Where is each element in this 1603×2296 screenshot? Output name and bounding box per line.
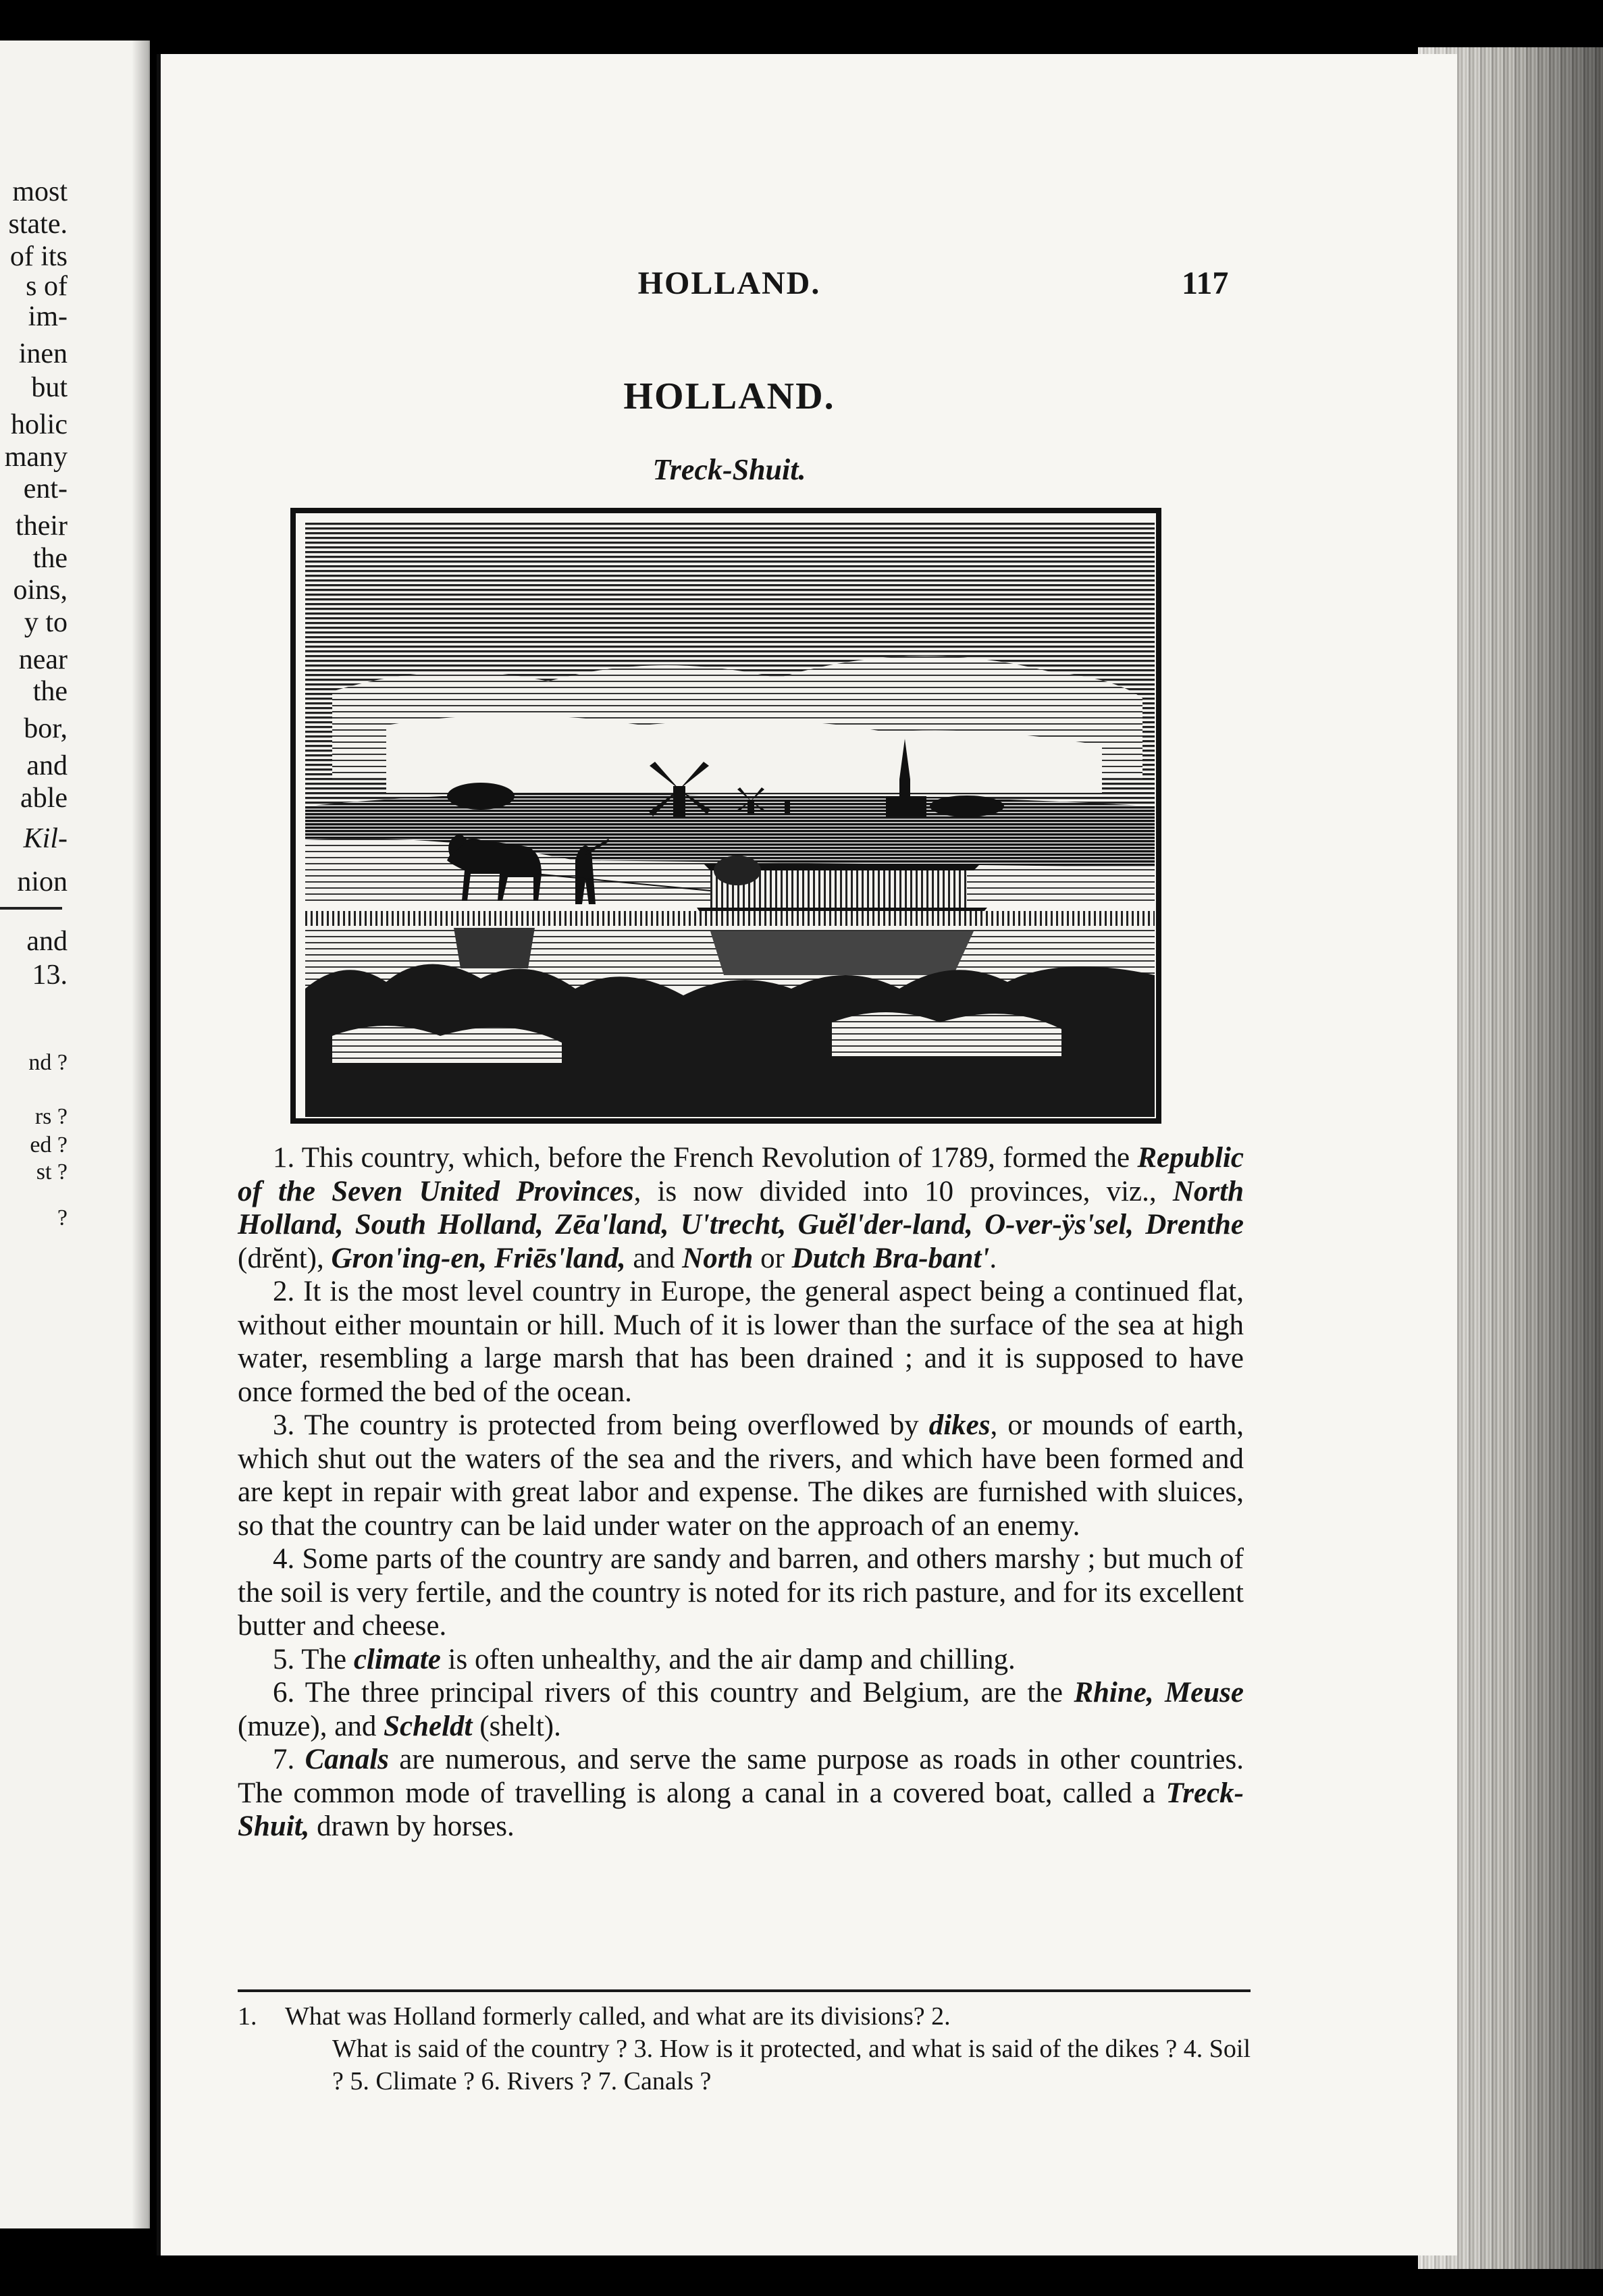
left-page-line: and	[26, 750, 68, 781]
engraving-image	[305, 523, 1155, 1117]
italic-term: dikes	[928, 1409, 991, 1441]
page-number: 117	[1182, 265, 1229, 301]
left-page-line: st ?	[36, 1159, 68, 1184]
left-page-line: the	[32, 543, 68, 574]
left-page-rule	[0, 907, 62, 910]
left-page-line: y to	[24, 607, 68, 638]
text-run: 1. This country, which, before the French Revolution of 1789, formed the	[273, 1142, 1138, 1174]
body-paragraph: 2. It is the most level country in Europe, the general aspect being a continued flat, without either mountain or hill. Much of it is lower than the surface of the sea at high water, resembling a large marsh that has been drained ; and it is supposed to have once formed the bed of the ocean.	[238, 1276, 1244, 1408]
review-questions	[238, 2000, 1251, 2097]
italic-term: Rhine, Meuse	[1074, 1677, 1244, 1708]
left-page-line: rs ?	[34, 1104, 68, 1129]
left-page-line: inen	[18, 338, 68, 369]
body-text	[238, 1141, 1244, 1844]
text-run: are numerous, and serve the same purpose as roads in other countries. The common mode of travelling is along a canal in a covered boat, called a	[238, 1744, 1244, 1809]
italic-term: climate	[353, 1643, 441, 1675]
text-run: .	[989, 1242, 997, 1274]
left-page-line: 13.	[32, 960, 68, 991]
italic-term: Republic of the Seven United Provinces	[238, 1142, 1244, 1207]
body-paragraph	[238, 1141, 1244, 1275]
book-gutter	[132, 41, 150, 2228]
text-run: 6. The three principal rivers of this country and Belgium, are the	[273, 1677, 1074, 1708]
left-page-line: im-	[28, 301, 68, 332]
left-page-line: bor,	[24, 713, 68, 744]
text-run: (muze), and	[238, 1710, 384, 1742]
left-page-line: nd ?	[28, 1050, 68, 1075]
italic-term: Treck-Shuit,	[238, 1777, 1244, 1842]
text-run: , is now divided into 10 provinces, viz.,	[633, 1175, 1173, 1207]
text-run: 5. The	[273, 1643, 354, 1675]
text-run: 7.	[273, 1744, 305, 1775]
text-run: or	[753, 1242, 792, 1274]
text-run: 3. The country is protected from being overflowed by	[273, 1409, 929, 1441]
left-page-line: ent-	[23, 473, 68, 504]
italic-term: Scheldt	[384, 1710, 473, 1742]
left-page-line: many	[4, 442, 68, 473]
italic-term: Dutch Bra-bant'	[791, 1242, 990, 1274]
left-page-line: ed ?	[30, 1132, 68, 1157]
left-page-line: s of	[26, 271, 68, 302]
left-page-line: holic	[11, 409, 68, 440]
text-run: drawn by horses.	[309, 1810, 515, 1842]
text-run: is often unhealthy, and the air damp and chilling.	[440, 1643, 1016, 1675]
body-paragraph	[238, 1743, 1244, 1844]
left-page-line: most	[12, 176, 68, 207]
left-page-line: and	[26, 926, 68, 957]
left-page-line: nion	[17, 866, 68, 897]
questions-rule	[238, 1989, 1251, 1992]
italic-term: North	[682, 1242, 754, 1274]
chapter-title: HOLLAND.	[623, 375, 835, 417]
italic-term: North Holland, South Holland, Zēa'land, U'trecht, Guĕl'der-land, O-ver-ÿs'sel, Drenthe	[238, 1175, 1244, 1241]
questions-line-1: What was Holland formerly called, and what are its divisions? 2.	[285, 2002, 951, 2031]
left-page-line: but	[31, 372, 68, 403]
left-page-line: near	[18, 644, 68, 675]
left-page-line: their	[16, 511, 68, 542]
left-page-line: the	[32, 676, 68, 707]
questions-continuation: What is said of the country ? 3. How is it protected, and what is said of the dikes ? 4. Soil ? 5. Climate ? 6. Rivers ? 7. Canals ?	[332, 2035, 1251, 2095]
left-page-line: Kil-	[23, 823, 68, 854]
left-page-line: able	[20, 783, 68, 814]
left-page-line: of its	[9, 241, 68, 272]
running-head: HOLLAND.	[637, 265, 821, 301]
body-paragraph	[238, 1643, 1244, 1677]
left-facing-page	[0, 41, 150, 2228]
text-run: , or mounds of earth, which shut out the waters of the sea and the rivers, and which have been formed and are kept in repair with great labor and expense. The dikes are furnished with sluices, so that the country can be laid under water on the approach of an enemy.	[238, 1409, 1244, 1542]
body-paragraph	[238, 1409, 1244, 1542]
treck-shuit-engraving	[290, 508, 1161, 1124]
left-page-line: oins,	[13, 575, 68, 606]
body-paragraph: 4. Some parts of the country are sandy and barren, and others marshy ; but much of the soil is very fertile, and the country is noted for its rich pasture, and for its excellent butter and cheese.	[238, 1543, 1244, 1642]
text-run: (shelt).	[472, 1710, 561, 1742]
italic-term: Canals	[305, 1744, 389, 1775]
italic-term: Gron'ing-en, Friēs'land,	[331, 1242, 626, 1274]
questions-number: 1.	[238, 2002, 257, 2031]
left-page-line: state.	[8, 209, 68, 240]
text-run: (drĕnt),	[238, 1242, 332, 1274]
left-page-line: ?	[57, 1205, 68, 1230]
body-paragraph	[238, 1676, 1244, 1743]
illustration-caption: Treck-Shuit.	[652, 453, 806, 486]
text-run: and	[625, 1242, 683, 1274]
